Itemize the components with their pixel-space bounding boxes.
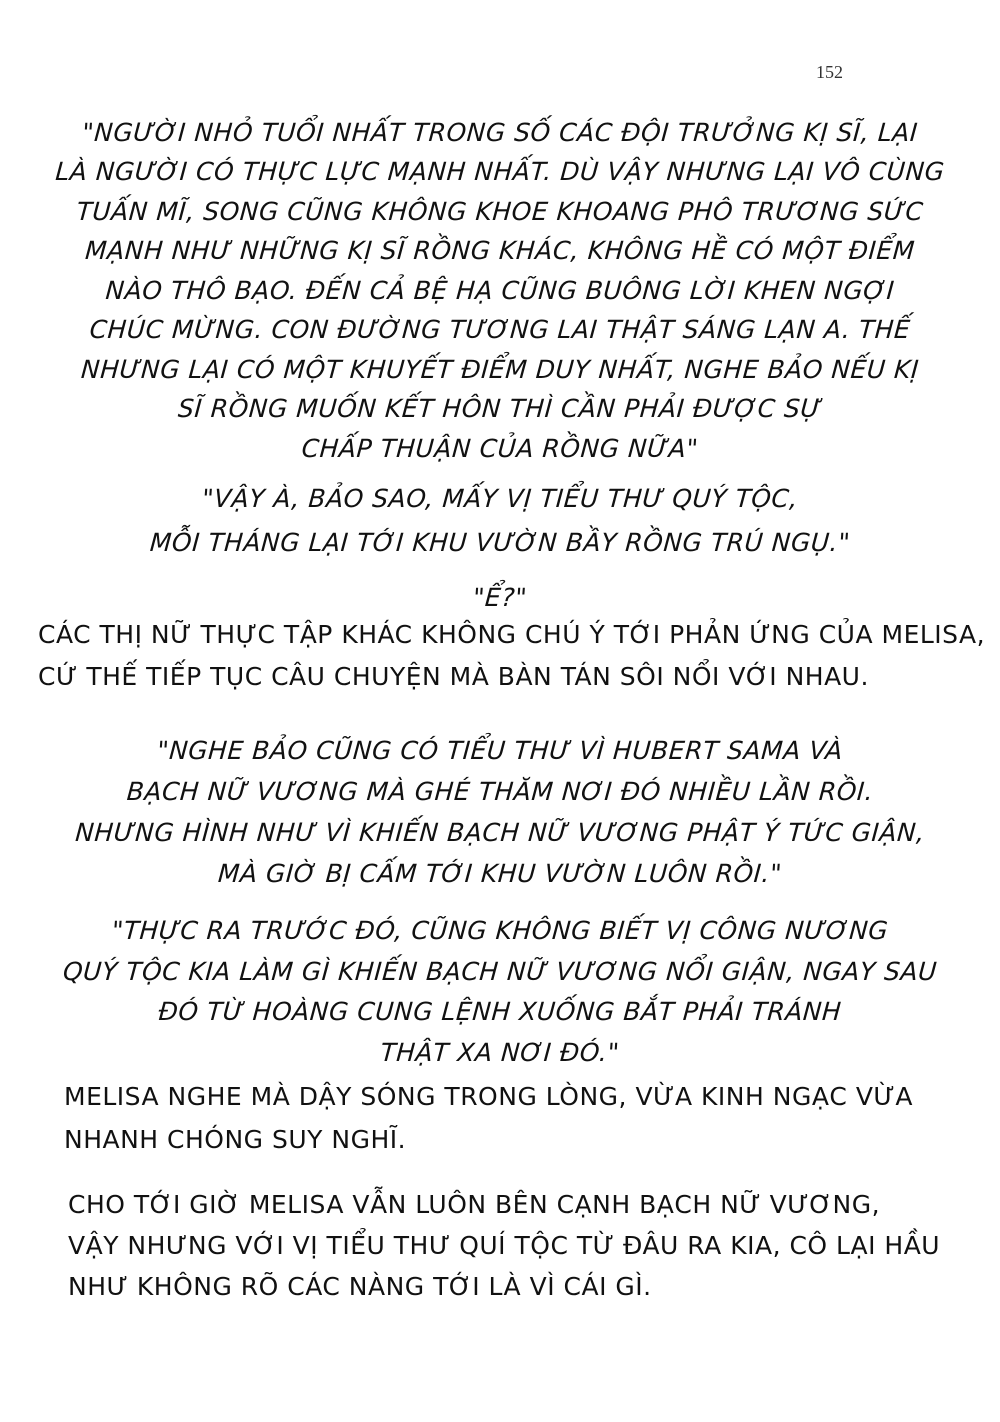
text-line: "VẬY À, BẢO SAO, MẤY VỊ TIỂU THƯ QUÝ TỘC, xyxy=(201,484,799,513)
text-line: SĨ RỒNG MUỐN KẾT HÔN THÌ CẦN PHẢI ĐƯỢC SỰ xyxy=(177,394,823,423)
text-line: VẬY NHƯNG VỚI VỊ TIỂU THƯ QUÍ TỘC TỪ ĐÂU RA KIA, CÔ LẠI HẦU xyxy=(68,1231,941,1260)
text-line: CÁC THỊ NỮ THỰC TẬP KHÁC KHÔNG CHÚ Ý TỚI PHẢN ỨNG CỦA MELISA, xyxy=(38,620,986,649)
text-line: QUÝ TỘC KIA LÀM GÌ KHIẾN BẠCH NỮ VƯƠNG NỔI GIẬN, NGAY SAU xyxy=(62,957,938,986)
text-line: NÀO THÔ BẠO. ĐẾN CẢ BỆ HẠ CŨNG BUÔNG LỜI KHEN NGỢI xyxy=(104,276,896,305)
text-line: BẠCH NỮ VƯƠNG MÀ GHÉ THĂM NƠI ĐÓ NHIỀU LẦN RỒI. xyxy=(125,777,875,806)
text-line: NHANH CHÓNG SUY NGHĨ. xyxy=(64,1125,407,1154)
page-number: 152 xyxy=(816,62,843,82)
text-line: MELISA NGHE MÀ DẬY SÓNG TRONG LÒNG, VỪA KINH NGẠC VỪA xyxy=(64,1082,913,1111)
text-line: MỖI THÁNG LẠI TỚI KHU VƯỜN BẦY RỒNG TRÚ NGỤ." xyxy=(148,528,852,557)
text-line: THẬT XA NƠI ĐÓ." xyxy=(379,1038,621,1067)
text-line: "THỰC RA TRƯỚC ĐÓ, CŨNG KHÔNG BIẾT VỊ CÔNG NƯƠNG xyxy=(110,916,890,945)
text-line: CỨ THẾ TIẾP TỤC CÂU CHUYỆN MÀ BÀN TÁN SÔI NỔI VỚI NHAU. xyxy=(38,662,869,691)
text-line: CHO TỚI GIỜ MELISA VẪN LUÔN BÊN CẠNH BẠCH NỮ VƯƠNG, xyxy=(68,1190,881,1219)
text-line: LÀ NGƯỜI CÓ THỰC LỰC MẠNH NHẤT. DÙ VẬY NHƯNG LẠI VÔ CÙNG xyxy=(54,157,946,186)
text-line: ĐÓ TỪ HOÀNG CUNG LỆNH XUỐNG BẮT PHẢI TRÁNH xyxy=(157,997,843,1026)
text-line: TUẤN MĨ, SONG CŨNG KHÔNG KHOE KHOANG PHÔ TRƯƠNG SỨC xyxy=(75,197,925,226)
text-line: CHẤP THUẬN CỦA RỒNG NỮA" xyxy=(300,434,700,463)
text-line: NHƯNG HÌNH NHƯ VÌ KHIẾN BẠCH NỮ VƯƠNG PHẬT Ý TỨC GIẬN, xyxy=(74,818,926,847)
text-line: MÀ GIỜ BỊ CẤM TỚI KHU VƯỜN LUÔN RỒI." xyxy=(217,859,784,888)
text-line: NHƯNG LẠI CÓ MỘT KHUYẾT ĐIỂM DUY NHẤT, NGHE BẢO NẾU KỊ xyxy=(80,355,920,384)
text-line: CHÚC MỪNG. CON ĐƯỜNG TƯƠNG LAI THẬT SÁNG LẠN A. THẾ xyxy=(88,315,912,344)
text-line: "NGHE BẢO CŨNG CÓ TIỂU THƯ VÌ HUBERT SAMA VÀ xyxy=(156,736,844,765)
text-line: NHƯ KHÔNG RÕ CÁC NÀNG TỚI LÀ VÌ CÁI GÌ. xyxy=(68,1272,652,1301)
text-line: MẠNH NHƯ NHỮNG KỊ SĨ RỒNG KHÁC, KHÔNG HỀ CÓ MỘT ĐIỂM xyxy=(84,236,916,265)
text-line: "Ể?" xyxy=(471,583,529,612)
text-line: "NGƯỜI NHỎ TUỔI NHẤT TRONG SỐ CÁC ĐỘI TRƯỞNG KỊ SĨ, LẠI xyxy=(81,118,919,147)
